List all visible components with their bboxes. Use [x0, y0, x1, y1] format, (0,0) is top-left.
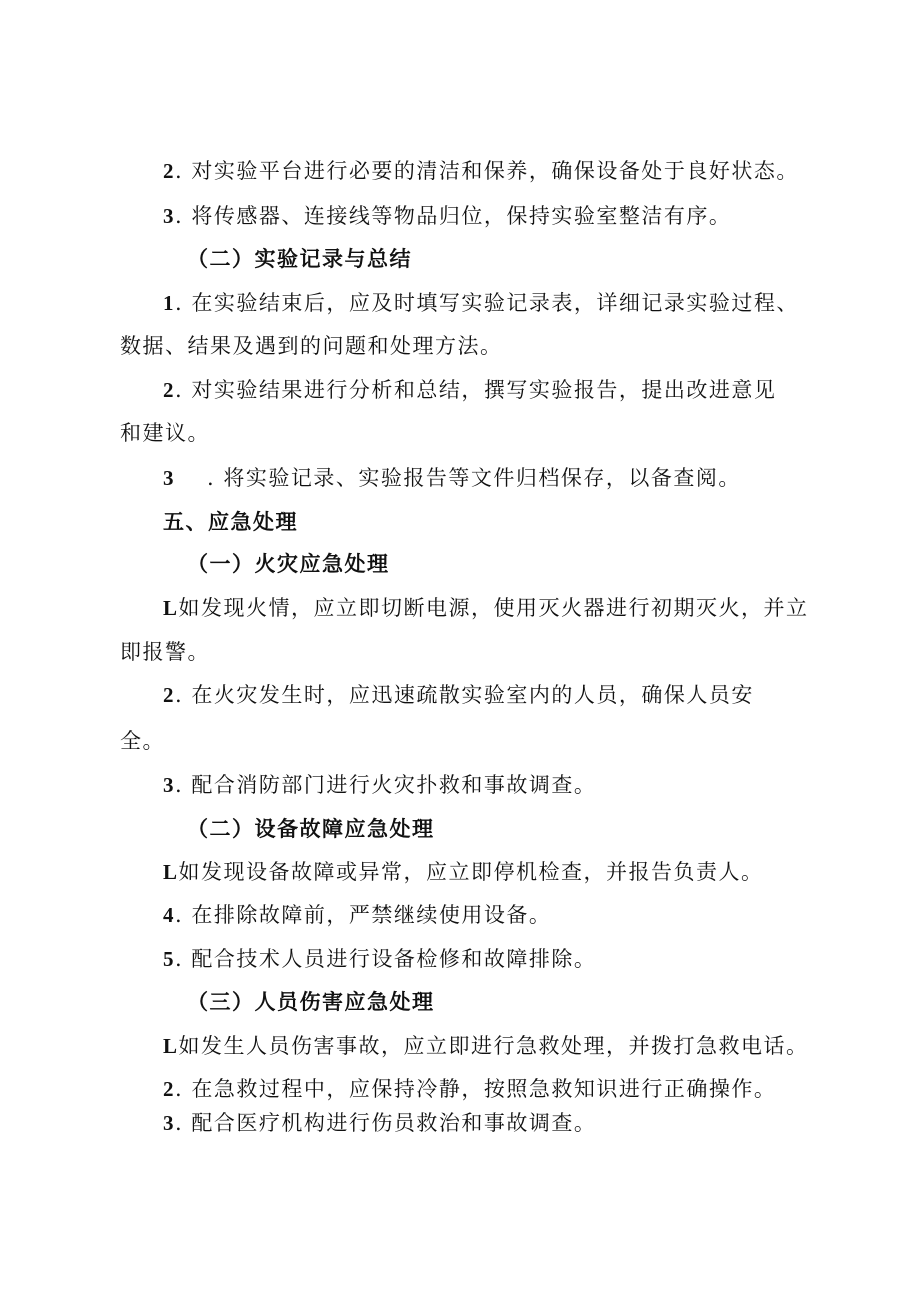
item-number: L: [163, 596, 179, 620]
item-number: L: [163, 1034, 179, 1058]
list-item: [163, 593, 809, 623]
item-number: 2: [163, 159, 175, 183]
item-number: 1: [163, 291, 175, 315]
item-number: 3: [163, 1111, 175, 1135]
item-number: 2: [163, 378, 175, 402]
item-number: 3: [163, 204, 175, 228]
item-text: 如发生人员伤害事故，应立即进行急救处理，并拨打急救电话。: [178, 1034, 809, 1058]
item-text: . 在实验结束后，应及时填写实验记录表，详细记录实验过程、: [175, 291, 799, 315]
item-text: . 配合医疗机构进行伤员救治和事故调查。: [175, 1111, 597, 1135]
item-number: 3: [163, 773, 175, 797]
list-item: [163, 944, 596, 974]
list-item: [163, 900, 551, 930]
subsection-heading: （二）设备故障应急处理: [187, 816, 435, 841]
item-text: . 对实验平台进行必要的清洁和保养，确保设备处于良好状态。: [175, 159, 799, 183]
item-text: . 在急救过程中，应保持冷静，按照急救知识进行正确操作。: [175, 1077, 777, 1101]
list-item-continuation: 和建议。: [120, 421, 210, 445]
item-text: . 在火灾发生时，应迅速疏散实验室内的人员，确保人员安: [175, 683, 754, 707]
list-item: [163, 1108, 596, 1138]
list-item: [163, 288, 799, 318]
item-number: 2: [163, 1077, 175, 1101]
item-text: . 对实验结果进行分析和总结，撰写实验报告，提出改进意见: [175, 378, 777, 402]
list-item: [163, 1074, 776, 1104]
list-item: [163, 770, 596, 800]
list-item: [163, 857, 764, 887]
item-text: . 配合消防部门进行火灾扑救和事故调查。: [175, 773, 597, 797]
item-text: . 在排除故障前，严禁继续使用设备。: [175, 903, 552, 927]
item-number: 2: [163, 683, 175, 707]
item-text: . 将传感器、连接线等物品归位，保持实验室整洁有序。: [175, 204, 732, 228]
list-item: [163, 463, 741, 493]
list-item-continuation: 全。: [120, 729, 165, 753]
item-text: . 配合技术人员进行设备检修和故障排除。: [175, 947, 597, 971]
subsection-heading: （一）火灾应急处理: [187, 551, 390, 576]
item-text: 如发现火情，应立即切断电源，使用灭火器进行初期灭火，并立: [178, 596, 809, 620]
list-item-continuation: 即报警。: [120, 640, 210, 664]
list-item: [163, 375, 776, 405]
list-item: [163, 201, 731, 231]
item-number: L: [163, 860, 179, 884]
subsection-heading: （三）人员伤害应急处理: [187, 989, 435, 1014]
item-number: 5: [163, 947, 175, 971]
subsection-heading: （二）实验记录与总结: [187, 246, 412, 271]
item-number: 3: [163, 466, 175, 490]
list-item: [163, 1031, 809, 1061]
item-number: 4: [163, 903, 175, 927]
list-item: [163, 680, 754, 710]
item-text: . 将实验记录、实验报告等文件归档保存，以备查阅。: [207, 466, 741, 490]
list-item: [163, 156, 799, 186]
list-item-continuation: 数据、结果及遇到的问题和处理方法。: [120, 334, 503, 358]
section-heading: 五、应急处理: [163, 509, 298, 534]
item-text: 如发现设备故障或异常，应立即停机检查，并报告负责人。: [178, 860, 764, 884]
